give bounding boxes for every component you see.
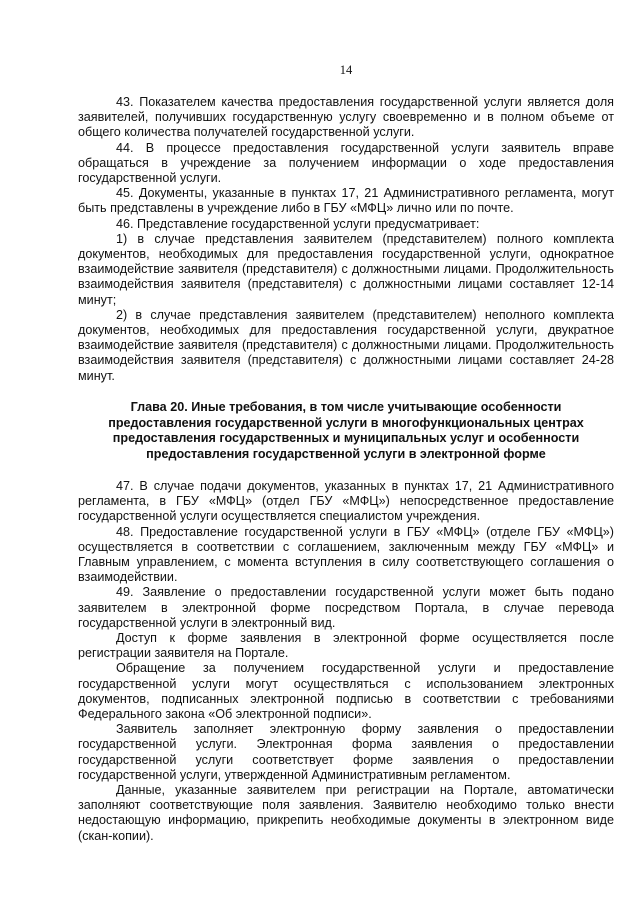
paragraph-form-access: Доступ к форме заявления в электронной форме осуществляется после регистрации заявителя на Портале. (78, 631, 614, 661)
paragraph-45: 45. Документы, указанные в пунктах 17, 21 Административного регламента, могут быть представлены в учреждение либо в ГБУ «МФЦ» лично или по почте. (78, 186, 614, 216)
paragraph-applicant-fills-form: Заявитель заполняет электронную форму заявления о предоставлении государственной услуги. Электронная форма заявления о предоставлении государственной услуги соответствует форме заявления о предоставлении государственной услуги, утвержденной Административным регламентом. (78, 722, 614, 782)
paragraph-portal-data: Данные, указанные заявителем при регистрации на Портале, автоматически заполняют соответствующие поля заявления. Заявителю необходимо только внести недостающую информацию, прикрепить необходимые документы в электронном виде (скан-копии). (78, 783, 614, 843)
paragraphs-before-heading (78, 95, 614, 384)
paragraph-46-item-1: 1) в случае представления заявителем (представителем) полного комплекта документов, необходимых для предоставления государственной услуги, однократное взаимодействие заявителя (представителя) с должностными лицами. Продолжительность взаимодействия заявителя (представителя) с должностными лицами составляет 12-14 минут; (78, 231, 614, 307)
paragraph-49: 49. Заявление о предоставлении государственной услуги может быть подано заявителем в электронной форме посредством Портала, в случае перевода государственной услуги в электронный вид. (78, 585, 614, 630)
paragraph-47: 47. В случае подачи документов, указанных в пунктах 17, 21 Административного регламента, в ГБУ «МФЦ» (отдел ГБУ «МФЦ») непосредственное предоставление государственной услуги осуществляется специалистом учреждения. (78, 479, 614, 524)
paragraph-43: 43. Показателем качества предоставления государственной услуги является доля заявителей, получивших государственную услугу своевременно и в полном объеме от общего количества получателей государственной услуги. (78, 95, 614, 140)
chapter-20-heading: Глава 20. Иные требования, в том числе учитывающие особенности предоставления государственной услуги в многофункциональных центрах предоставления государственных и муниципальных услуг и особенности предоставления государственной услуги в электронной форме (108, 400, 584, 461)
paragraph-electronic-documents: Обращение за получением государственной услуги и предоставление государственной услуги могут осуществляться с использованием электронных документов, подписанных электронной подписью в соответствии с требованиями Федерального закона «Об электронной подписи». (78, 661, 614, 722)
paragraphs-after-heading (78, 479, 614, 844)
paragraph-48: 48. Предоставление государственной услуги в ГБУ «МФЦ» (отделе ГБУ «МФЦ») осуществляется в соответствии с соглашением, заключенным между ГБУ «МФЦ» и Главным управлением, с момента вступления в силу соответствующего соглашения о взаимодействии. (78, 524, 614, 585)
paragraph-44: 44. В процессе предоставления государственной услуги заявитель вправе обращаться в учреждение за получением информации о ходе предоставления государственной услуги. (78, 140, 614, 186)
paragraph-46-item-2: 2) в случае представления заявителем (представителем) неполного комплекта документов, необходимых для предоставления государственной услуги, двукратное взаимодействие заявителя (представителя) с должностными лицами. Продолжительность взаимодействия заявителя (представителя) с должностными лицами составляет 24-28 минут. (78, 307, 614, 383)
paragraph-46: 46. Представление государственной услуги предусматривает: (116, 216, 480, 231)
page-number: 14 (339, 63, 353, 77)
